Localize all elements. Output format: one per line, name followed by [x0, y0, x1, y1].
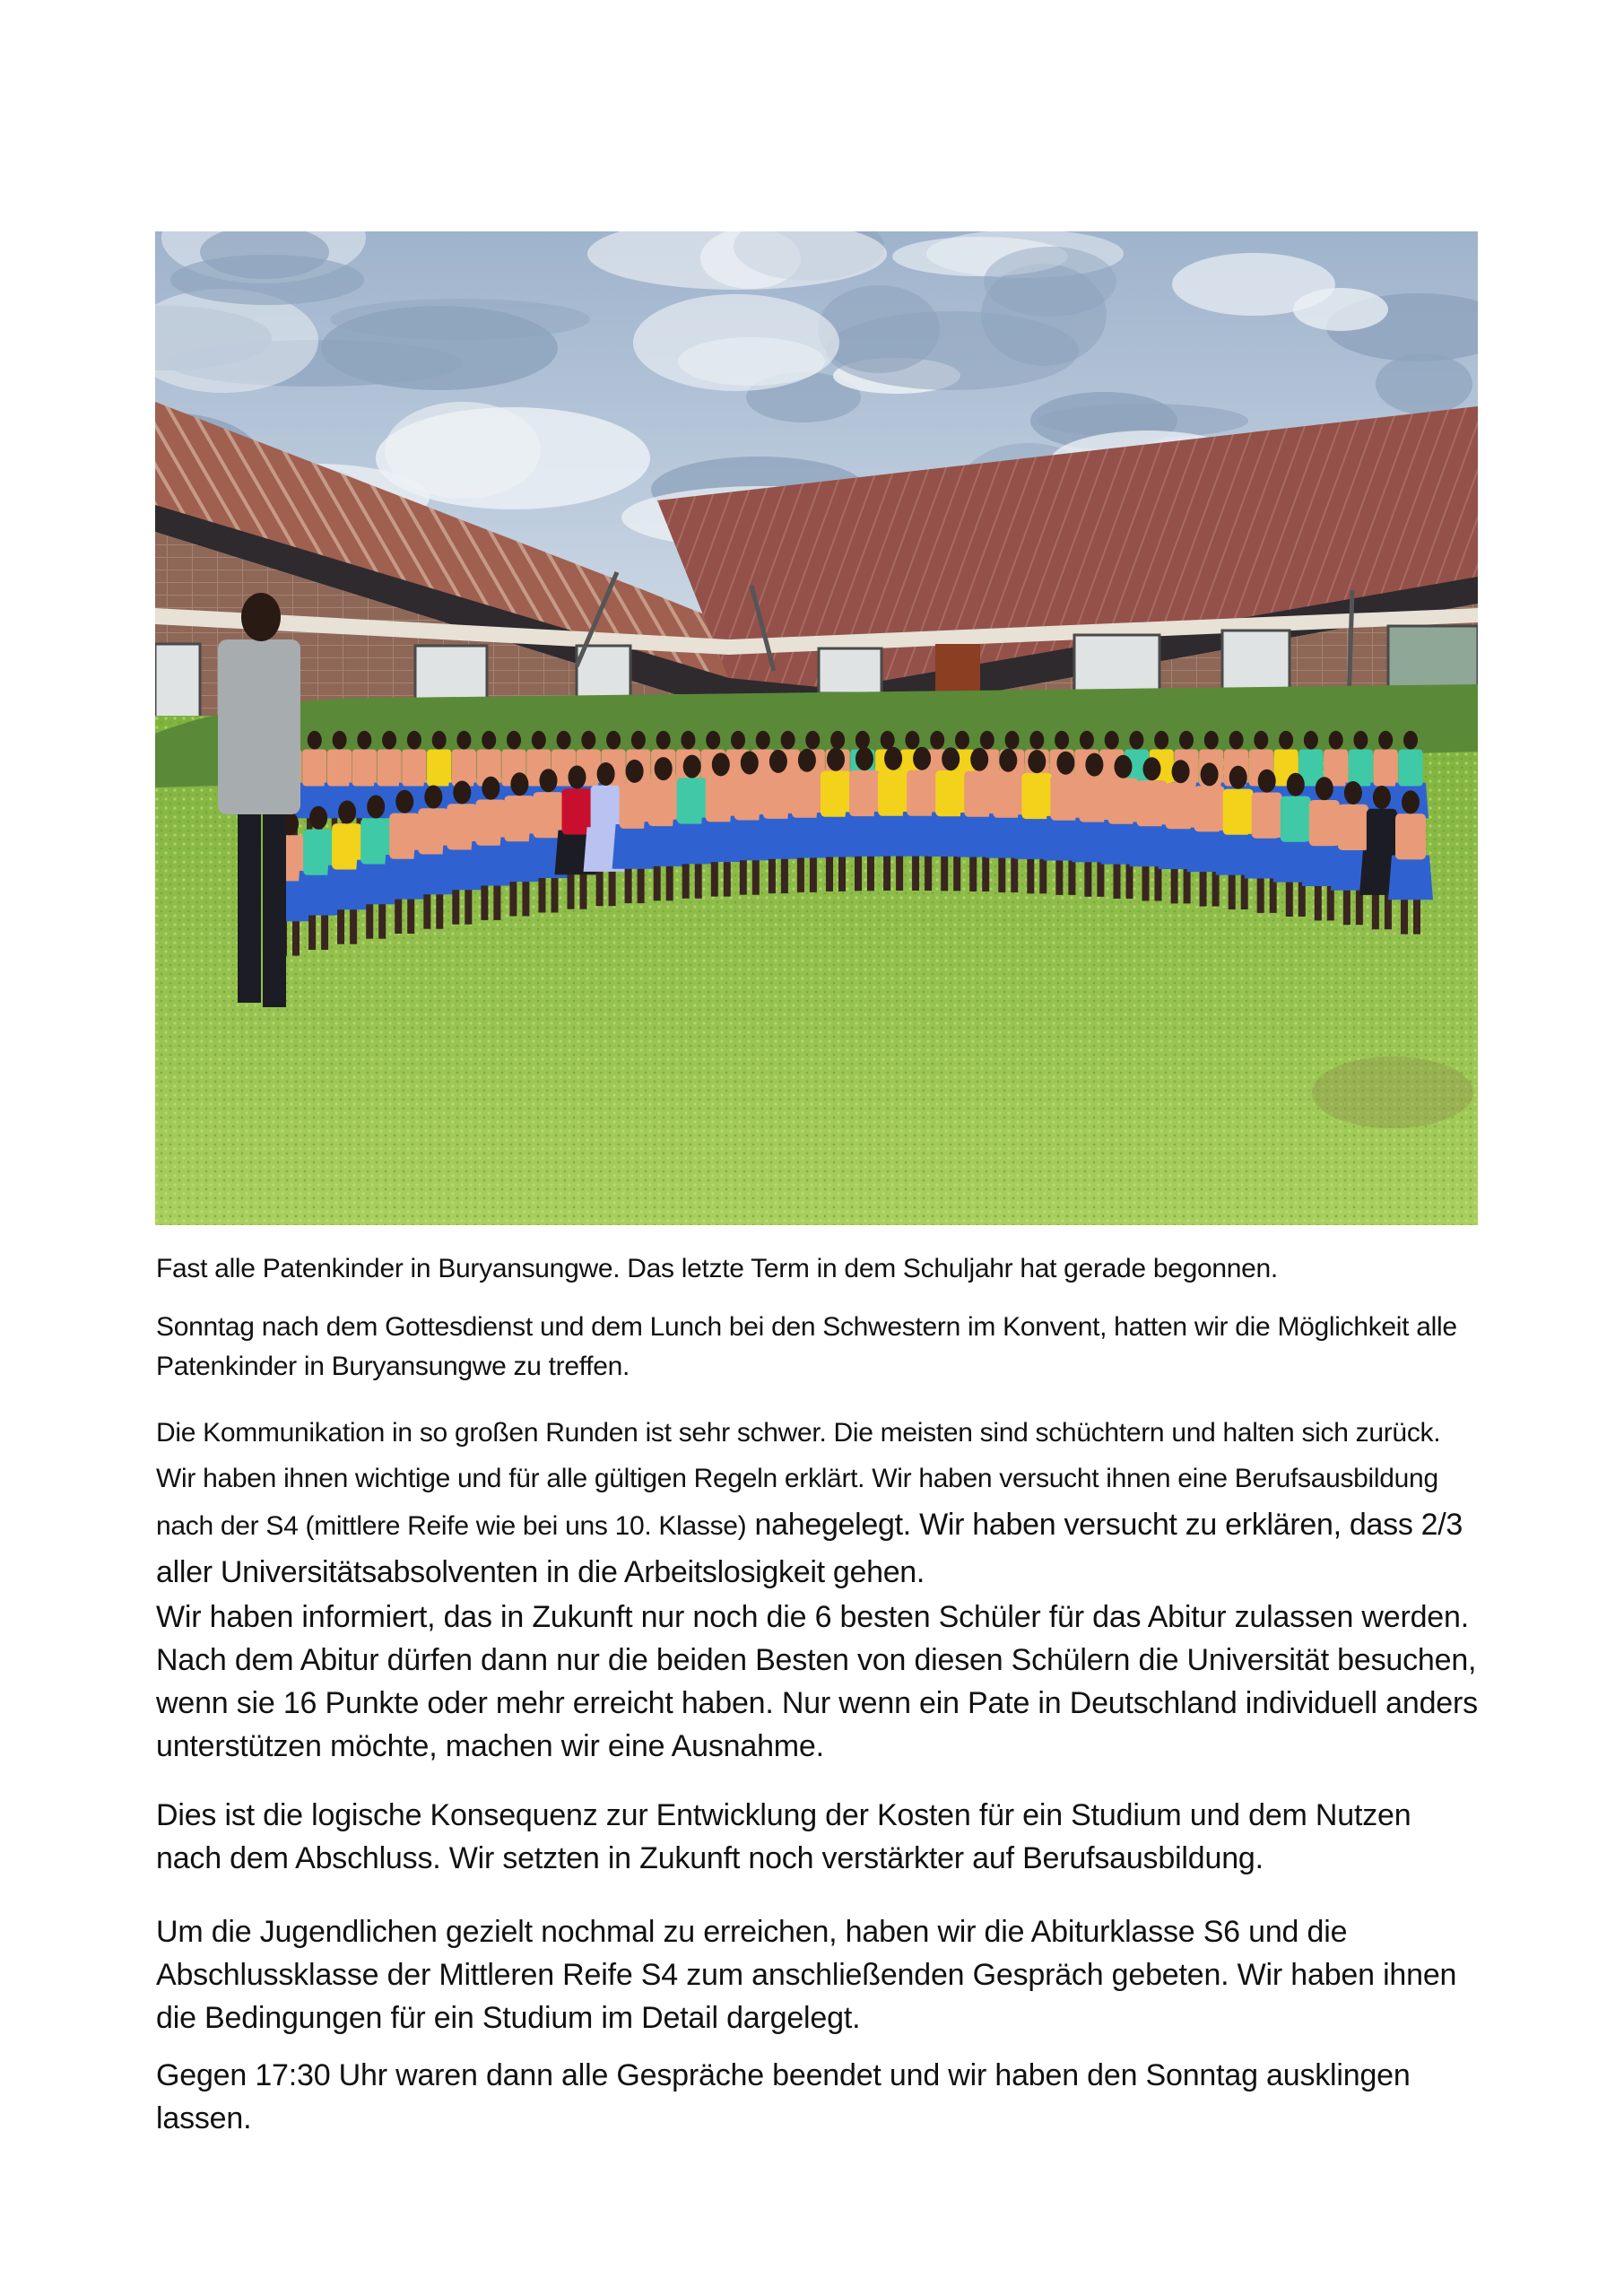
window: [819, 648, 881, 693]
paragraph-6: Gegen 17:30 Uhr waren dann alle Gespräche beendet und wir haben den Sonntag ausklingen lassen.: [156, 2058, 1411, 2135]
cloud: [826, 311, 1079, 390]
cloud: [984, 247, 1116, 317]
cloud: [170, 255, 364, 305]
paragraph-1: Sonntag nach dem Gottesdienst und dem Lunch bei den Schwestern im Konvent, hatten wir die Möglichkeit alle Patenkinder in Buryansungwe zu treffen.: [156, 1312, 1457, 1381]
group-photo: [155, 231, 1478, 1225]
paragraph-3: Wir haben informiert, das in Zukunft nur noch die 6 besten Schüler für das Abitur zulassen werden. Nach dem Abitur dürfen dann nur die beiden Besten von diesen Schülern die Universität besuchen, wenn sie 16 Punkte oder mehr erreicht haben. Nur wenn ein Pate in Deutschland individuell anders unterstützen möchte, machen wir eine Ausnahme.: [156, 1600, 1478, 1763]
cloud: [633, 294, 839, 391]
paragraph-2-part-1: Die Kommunikation in so großen Runden ist sehr schwer. Die meisten sind schüchtern und halten sich zurück. Wir haben ihnen wichtige und für alle gültigen Regeln erklärt. Wir haben versucht ihnen eine Berufsausbildung nach der S4 (mittlere Reife wie bei uns 10. Klasse): [156, 1418, 1441, 1541]
paragraph-2-part-2: nahegelegt. Wir haben versucht zu erklären, dass 2/3 aller Universitätsabsolventen in die Arbeitslosigkeit gehen.: [156, 1508, 1463, 1589]
photo-caption: Fast alle Patenkinder in Buryansungwe. Das letzte Term in dem Schuljahr hat gerade begonnen.: [156, 1254, 1278, 1283]
paragraph-4: Dies ist die logische Konsequenz zur Entwicklung der Kosten für ein Studium und dem Nutzen nach dem Abschluss. Wir setzten in Zukunft noch verstärkter auf Berufsausbildung.: [156, 1798, 1411, 1875]
cloud: [1376, 353, 1472, 414]
paragraph-2: [156, 1413, 1483, 1599]
cloud: [330, 299, 590, 340]
group-photo-illustration: [155, 231, 1478, 1225]
cloud: [385, 402, 541, 499]
window: [577, 646, 630, 700]
paragraph-5: Um die Jugendlichen gezielt nochmal zu erreichen, haben wir die Abiturklasse S6 und die Abschlussklasse der Mittleren Reife S4 zum anschließenden Gespräch gebeten. Wir haben ihnen die Bedingungen für ein Studium im Detail dargelegt.: [156, 1915, 1457, 2035]
cloud: [1172, 253, 1335, 316]
